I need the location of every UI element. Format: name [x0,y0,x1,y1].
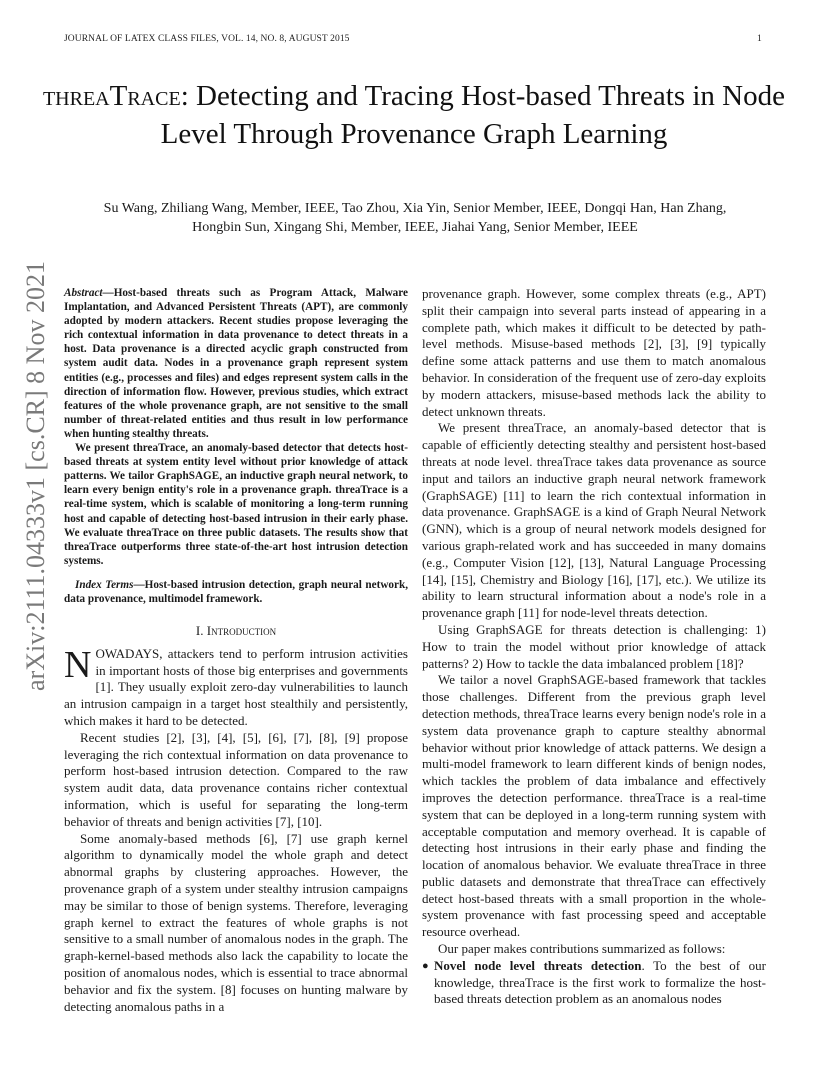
bullet-icon: ● [422,959,429,972]
abstract-paragraph-1: Abstract—Host-based threats such as Program Attack, Malware Implantation, and Advanced Persistent Threats (APT), are commonly adopted by modern attackers. Recent studies propose leveraging the rich contextual information in data provenance to detect threats in a host. Data provenance is a directed acyclic graph constructed from system audit data. Nodes in a provenance graph represent system entities (e.g., processes and files) and edges represent system calls in the direction of information flow. However, previous studies, which extract features of the whole provenance graph, are not sensitive to the small number of threat-related entities and thus result in low performance when hunting stealthy threats. [64,287,408,440]
title-rest: : Detecting and Tracing Host-based Threats in Node Level Through Provenance Graph Learning [160,80,786,150]
running-head: JOURNAL OF LATEX CLASS FILES, VOL. 14, NO. 8, AUGUST 2015 [64,34,350,44]
intro-paragraph-2: Recent studies [2], [3], [4], [5], [6], [7], [8], [9] propose leveraging the rich contextual information on data provenance to perform host-based intrusion detection. Compared to the raw system audit data, data provenance contains richer contextual information, which is useful for separating the long-term behavior of threats and benign activities [7], [10]. [64,729,408,829]
author-list [50,199,780,237]
title-system-name: threaTrace [42,80,181,112]
right-paragraph-4: Our paper makes contributions summarized as follows: [438,941,726,957]
right-column [422,286,766,1008]
index-terms-label: Index Terms [75,578,134,591]
abstract-label: Abstract [64,287,103,299]
arxiv-stamp-text: arXiv:2111.04333v1 [cs.CR] 8 Nov 2021 [21,261,50,691]
left-column [64,286,408,1015]
index-terms: Index Terms—Host-based intrusion detection, graph neural network, data provenance, multimodel framework. [64,578,408,605]
author-line-2: Hongbin Sun, Xingang Shi, Member, IEEE, Jiahai Yang, Senior Member, IEEE [192,220,638,235]
author-line-1: Su Wang, Zhiliang Wang, Member, IEEE, Tao Zhou, Xia Yin, Senior Member, IEEE, Dongqi Han, Han Zhang, [103,201,727,216]
contribution-bullet [422,958,766,1008]
right-paragraph-1: We present threaTrace, an anomaly-based detector that is capable of efficiently detecting stealthy and persistent host-based threats at node level. threaTrace takes data provenance as source input and tailors an inductive graph neural network framework (GraphSAGE) [11] to learn the rich contextual information in data provenance. GraphSAGE is a kind of Graph Neural Network (GNN), which is a group of neural network models designed for various graph-related work and has succeeded in many domains (e.g., Computer Vision [12], [13], Natural Language Processing [14], [15], Chemistry and Biology [16], [17], etc.). We utilize its ability to learn structural information about a node's role in a provenance graph [11] for node-level threats detection. [422,420,766,621]
bullet-text: . To the best of our knowledge, threaTrace is the first work to formalize the host-based threats detection problem as an anomalous nodes [434,957,767,1007]
right-paragraph-0: provenance graph. However, some complex threats (e.g., APT) split their campaign into several parts instead of appearing in a complete path, which makes it difficult to be detected by path-level methods. Misuse-based methods [2], [3], [9] typically define some attack patterns and use them to match anomalous behavior. In consideration of the frequent use of zero-day exploits by modern attackers, misuse-based methods lack the ability to detect unknown threats. [422,286,766,419]
drop-cap: N [64,643,92,686]
abstract-paragraph-2: We present threaTrace, an anomaly-based detector that detects host-based threats at system entity level without prior knowledge of attack patterns. We tailor GraphSAGE, an inductive graph neural network, to learn every benign entity's role in a provenance graph. threaTrace is a real-time system, which is scalable of monitoring a long-term running host and capable of detecting host-based intrusion in their early phase. We evaluate threaTrace on three public datasets. The results show that threaTrace outperforms three state-of-the-art host intrusion detection systems. [64,442,408,567]
bullet-label: Novel node level threats detection [434,957,642,973]
section-heading-introduction: I. Introduction [195,623,277,639]
right-paragraph-3: We tailor a novel GraphSAGE-based framework that tackles those challenges. Different from the previous graph level detection methods, threaTrace learns every benign node's role in a system data provenance graph to capture stealthy abnormal behavior without prior knowledge of attack patterns. We design a multi-model framework to learn different kinds of benign nodes, which tackles the problem of data imbalance and effectively improves the detection performance. threaTrace is a real-time system that can be deployed in a long-term running system with acceptable computation and memory overhead. It is capable of detecting host intrusions in their early phase and finding the location of anomalous behavior. We evaluate threaTrace in three public datasets and demonstrate that threaTrace can effectively detect host-based threats with a small proportion in the whole-system provenance with fast processing speed and acceptable resource overhead. [422,672,766,940]
paper-title [40,77,788,153]
intro-paragraph-1: NOWADAYS, attackers tend to perform intrusion activities in important hosts of those big enterprises and governments [1]. They usually exploit zero-day vulnerabilities to launch an intrusion campaign in a target host stealthily and persistently, which makes it hard to be detected. [64,643,408,729]
abstract [64,286,408,606]
page-number: 1 [757,34,762,44]
intro-paragraph-3: Some anomaly-based methods [6], [7] use graph kernel algorithm to dynamically model the whole graph and detect abnormal graphs by clustering approaches. However, the provenance graph of a system under stealthy intrusion campaigns may be similar to those of benign systems. Therefore, leveraging graph kernel to extract the features of whole graphs is not sensitive to a small number of anomalous nodes in the graph. The graph-kernel-based methods also lack the capability to locate the position of anomalous nodes, which is essential to trace abnormal behavior and fix the system. [8] focuses on hunting malware by detecting anomalous paths in a [64,830,408,1014]
right-paragraph-2: Using GraphSAGE for threats detection is challenging: 1) How to train the model without prior knowledge of attack patterns? 2) How to tackle the data imbalanced problem [18]? [422,621,766,671]
